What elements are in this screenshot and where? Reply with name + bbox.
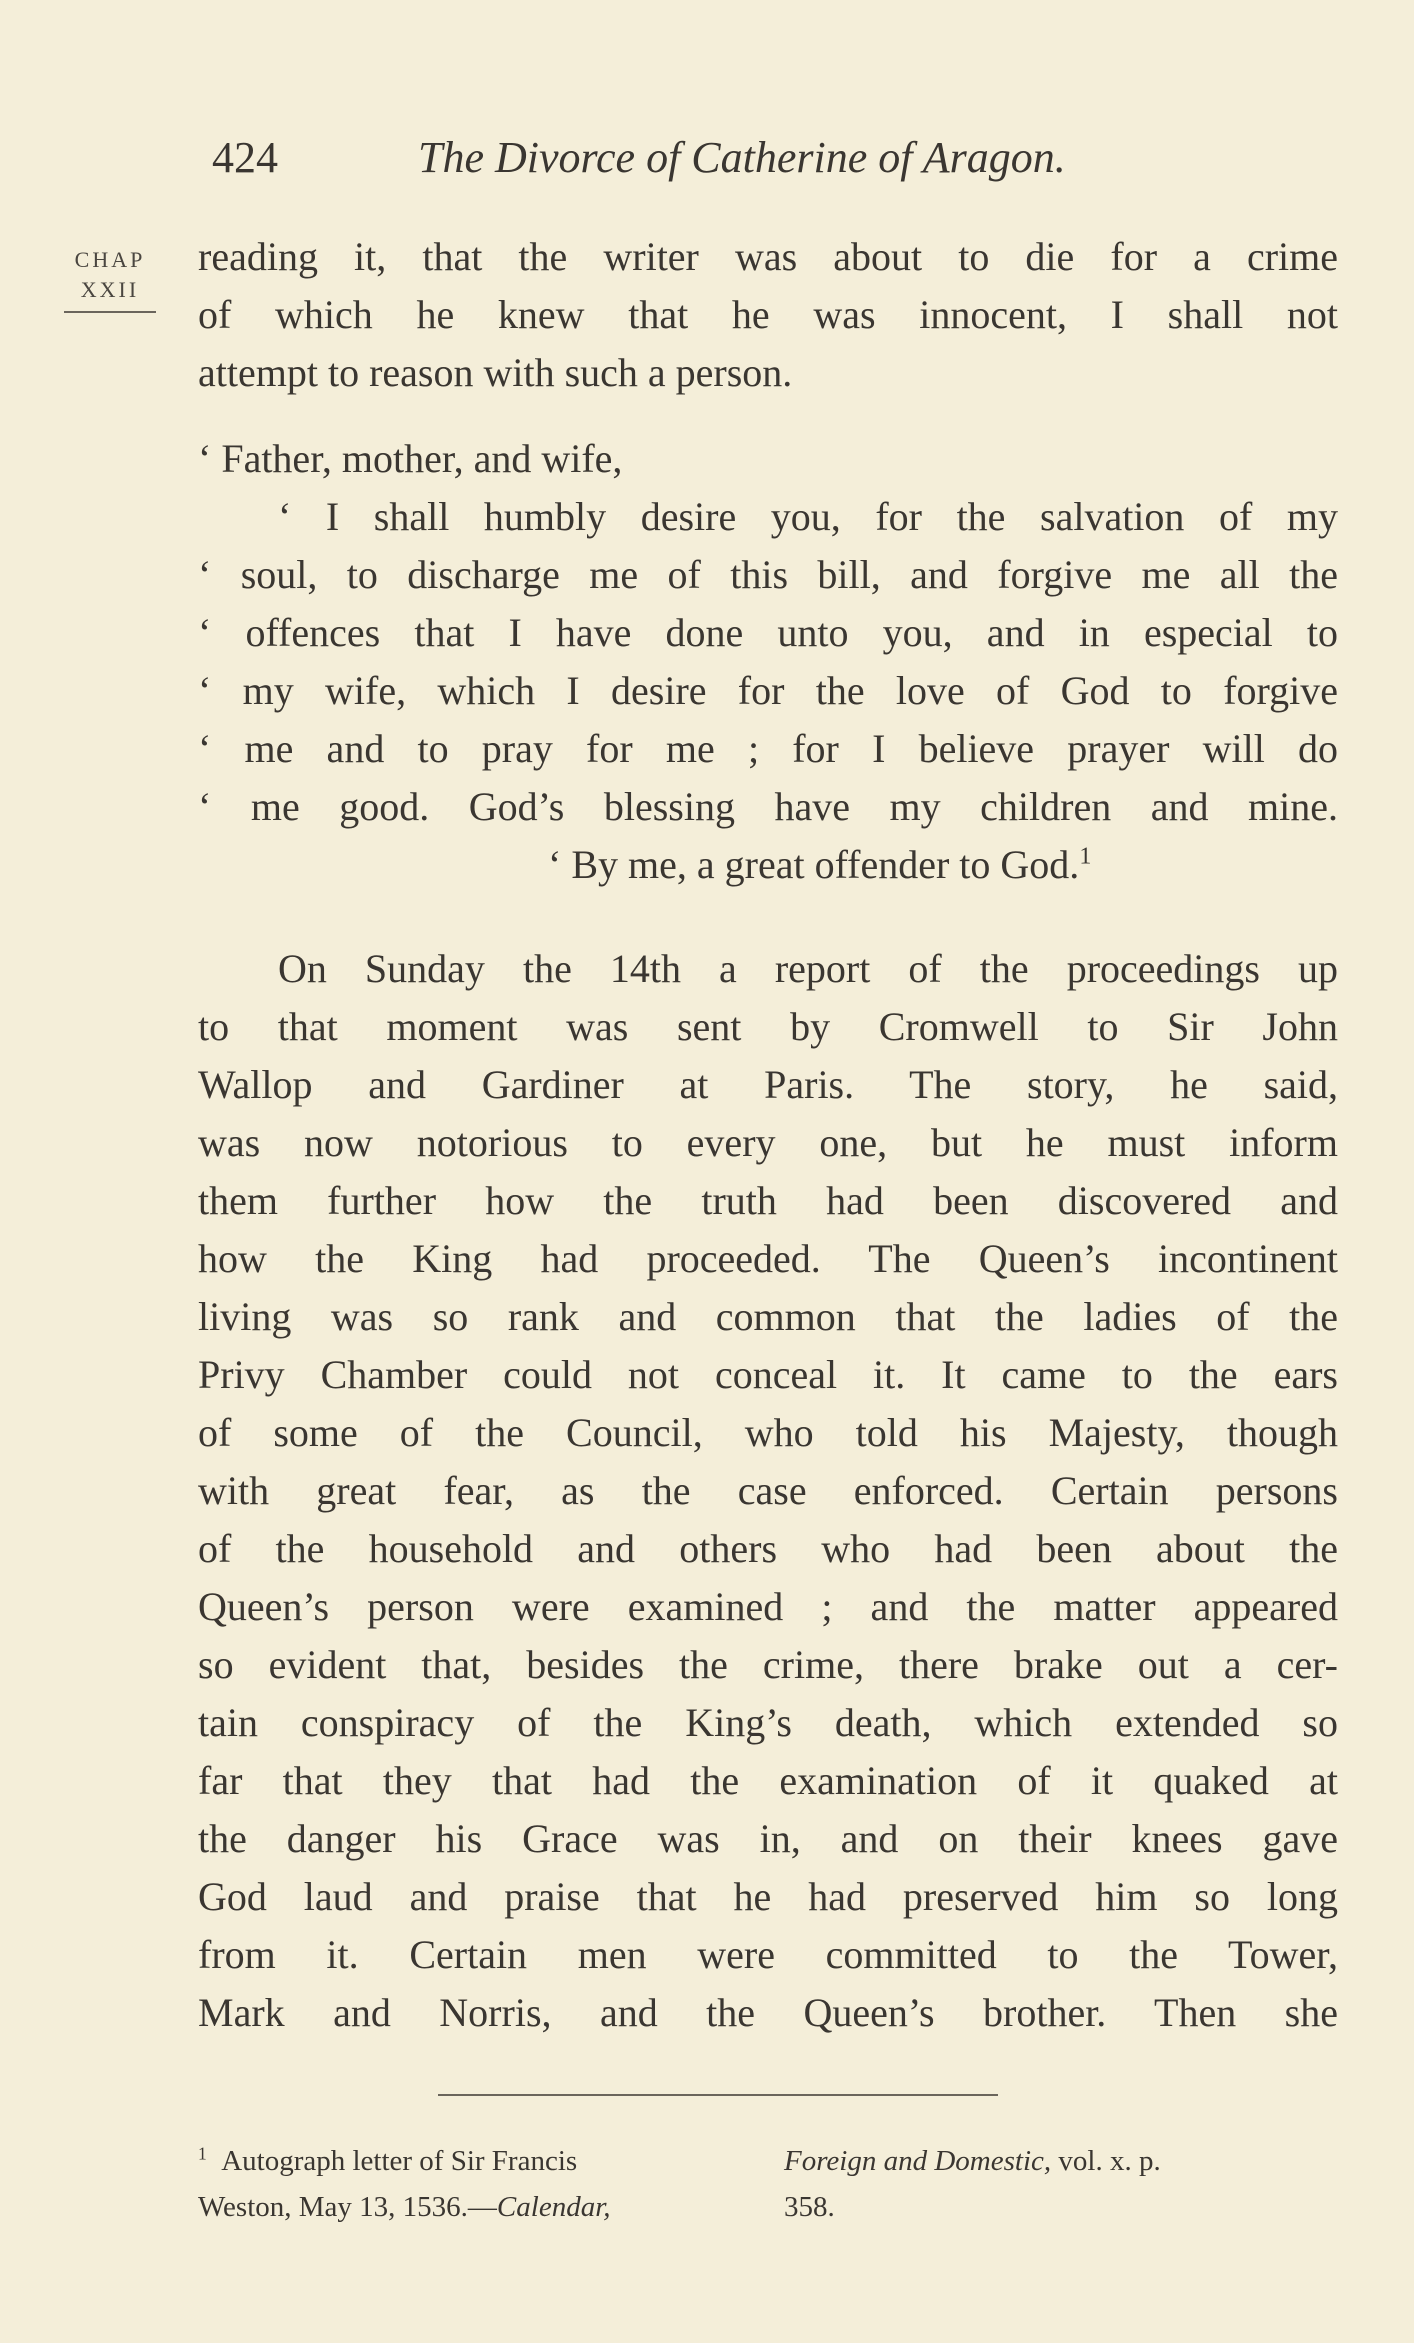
paragraph2-line: with great fear, as the case enforced. Certain persons [198, 1468, 1338, 1513]
footnote-left-column [198, 2138, 758, 2230]
letter-signature-line [198, 836, 1338, 894]
footnote-text: 358. [784, 2191, 835, 2223]
margin-rule [64, 311, 156, 313]
paragraph2-line: living was so rank and common that the ladies of the [198, 1294, 1338, 1339]
footnote-text: Foreign and Domestic, [784, 2145, 1052, 2177]
footnote-right-column [784, 2138, 1340, 2230]
paragraph2-line: God laud and praise that he had preserved him so long [198, 1874, 1338, 1919]
chapter-margin-note [60, 245, 160, 313]
margin-chap-label: CHAP [74, 247, 146, 272]
body-text [198, 228, 1338, 2042]
letter-line: ‘ my wife, which I desire for the love of God to forgive [198, 668, 1338, 713]
footnote-marker: 1 [198, 2143, 207, 2164]
paragraph2-line: how the King had proceeded. The Queen’s incontinent [198, 1236, 1338, 1281]
letter-line: ‘ me good. God’s blessing have my children and mine. [198, 784, 1338, 829]
letter-line: ‘ I shall humbly desire you, for the salvation of my [278, 494, 1338, 539]
paragraph2-line: tain conspiracy of the King’s death, which extended so [198, 1700, 1338, 1745]
footnote-line [784, 2184, 1340, 2230]
paragraph2-line: so evident that, besides the crime, there brake out a cer- [198, 1642, 1338, 1687]
footnote-line [198, 2184, 758, 2230]
margin-chapter-number: XXII [80, 277, 140, 302]
page-number: 424 [212, 133, 278, 182]
paragraph1-line: of which he knew that he was innocent, I shall not [198, 292, 1338, 337]
paragraph2-line: them further how the truth had been discovered and [198, 1178, 1338, 1223]
paragraph2-line: from it. Certain men were committed to the Tower, [198, 1932, 1338, 1977]
paragraph1-line: reading it, that the writer was about to die for a crime [198, 234, 1338, 279]
paragraph2-line: On Sunday the 14th a report of the proceedings up [278, 946, 1338, 991]
running-title: The Divorce of Catherine of Aragon. [418, 133, 1066, 182]
paragraph2-line: to that moment was sent by Cromwell to Sir John [198, 1004, 1338, 1049]
footnote-text: Autograph letter of Sir Francis [221, 2145, 578, 2177]
footnote-text: Calendar, [496, 2191, 611, 2223]
paragraph2-line: of some of the Council, who told his Majesty, though [198, 1410, 1338, 1455]
paragraph2-line: the danger his Grace was in, and on their knees gave [198, 1816, 1338, 1861]
paragraph2-line: was now notorious to every one, but he must inform [198, 1120, 1338, 1165]
letter-line: ‘ offences that I have done unto you, and in especial to [198, 610, 1338, 655]
footnote-line [784, 2138, 1340, 2184]
footnote-text: Weston, May 13, 1536.— [198, 2191, 497, 2223]
letter-line: ‘ soul, to discharge me of this bill, and forgive me all the [198, 552, 1338, 597]
footnote-separator [438, 2094, 998, 2096]
letter-line: ‘ me and to pray for me ; for I believe prayer will do [198, 726, 1338, 771]
paragraph1-line: attempt to reason with such a person. [198, 350, 793, 395]
letter-signature: ‘ By me, a great offender to God. [548, 842, 1080, 887]
paragraph2-line: Queen’s person were examined ; and the matter appeared [198, 1584, 1338, 1629]
footnote-line [198, 2138, 758, 2184]
paragraph2-line: Wallop and Gardiner at Paris. The story, he said, [198, 1062, 1338, 1107]
footnote-text: vol. x. p. [1051, 2145, 1161, 2177]
paragraph2-line: of the household and others who had been about the [198, 1526, 1338, 1571]
paragraph2-line: Mark and Norris, and the Queen’s brother. Then she [198, 1990, 1338, 2035]
paragraph2-line: Privy Chamber could not conceal it. It came to the ears [198, 1352, 1338, 1397]
letter-salutation: ‘ Father, mother, and wife, [198, 436, 623, 481]
paragraph2-line: far that they that had the examination of it quaked at [198, 1758, 1338, 1803]
footnote-reference: 1 [1079, 843, 1092, 870]
